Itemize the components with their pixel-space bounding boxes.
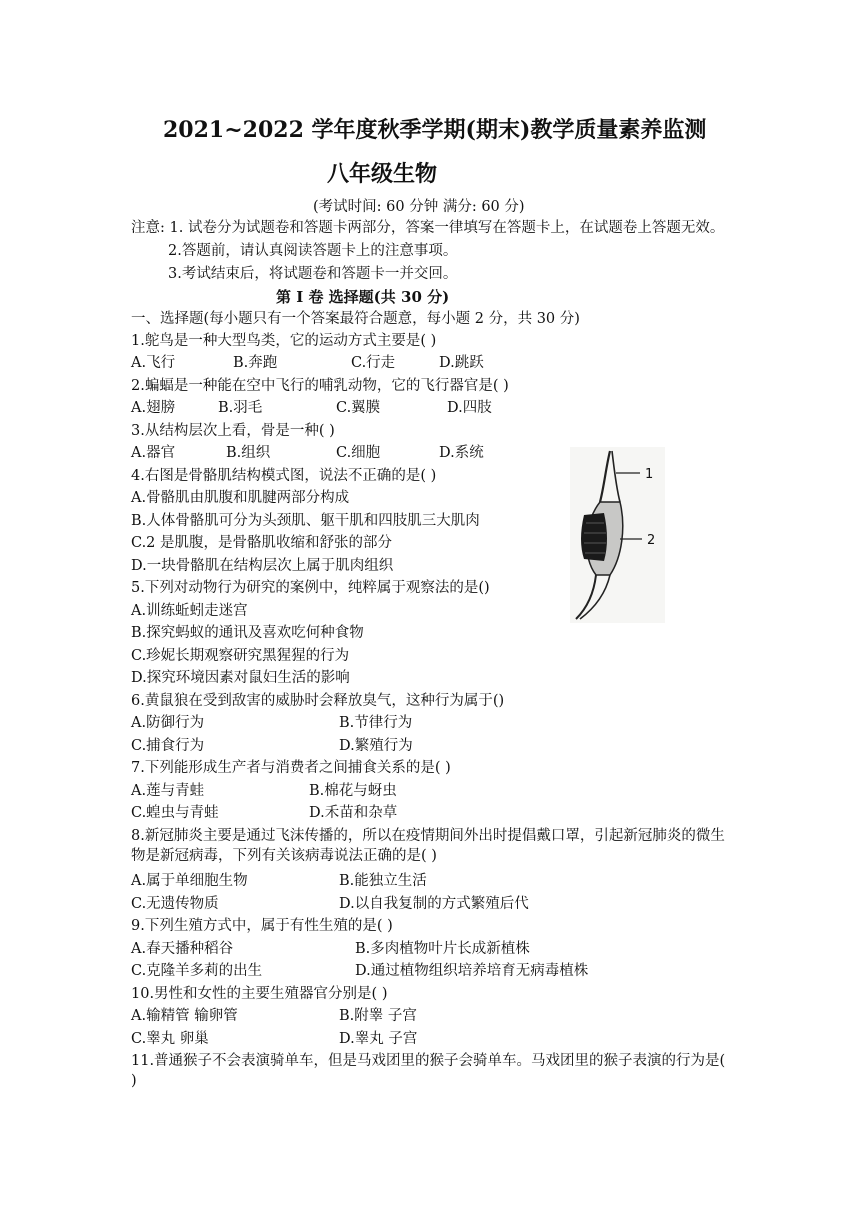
question-stem: 10.男性和女性的主要生殖器官分别是( ) [131,986,388,1002]
option-c: C.睾丸 卵巢 [131,1031,209,1047]
figure-label-2: 2 [647,533,656,548]
note-line-3: 3.考试结束后，将试题卷和答题卡一并交回。 [168,266,458,282]
option-b: B.探究蚂蚁的通讯及喜欢吃何种食物 [131,625,364,641]
option-c: C.2 是肌腹，是骨骼肌收缩和舒张的部分 [131,535,393,551]
option-c: C.蝗虫与青蛙 [131,805,219,821]
option-d: D.系统 [439,445,484,461]
option-a: A.输精管 输卵管 [131,1008,238,1024]
note-line-1: 注意: 1. 试卷分为试题卷和答题卡两部分，答案一律填写在答题卡上，在试题卷上答题无效。 [131,220,725,236]
option-c: C.翼膜 [336,400,381,416]
part-instruction: 一、选择题(每小题只有一个答案最符合题意，每小题 2 分，共 30 分) [131,311,580,327]
option-d: D.以自我复制的方式繁殖后代 [339,896,529,912]
option-b: B.棉花与蚜虫 [309,783,397,799]
option-a: A.器官 [131,445,176,461]
option-d: D.探究环境因素对鼠妇生活的影响 [131,670,350,686]
option-a: A.莲与青蛙 [131,783,205,799]
section-title: 第 I 卷 选择题(共 30 分) [276,288,450,306]
option-c: C.细胞 [336,445,381,461]
question-stem: 6.黄鼠狼在受到敌害的威胁时会释放臭气，这种行为属于() [131,693,505,709]
option-b: B.能独立生活 [339,873,427,889]
option-c: C.无遗传物质 [131,896,219,912]
option-a: A.春天播种稻谷 [131,941,234,957]
question-stem: 5.下列对动物行为研究的案例中，纯粹属于观察法的是() [131,580,490,596]
option-d: D.通过植物组织培养培育无病毒植株 [355,963,589,979]
option-b: B.人体骨骼肌可分为头颈肌、躯干肌和四肢肌三大肌肉 [131,513,480,529]
skeletal-muscle-figure [570,447,665,623]
option-d: D.禾苗和杂草 [309,805,398,821]
question-stem: 4.右图是骨骼肌结构模式图，说法不正确的是( ) [131,468,437,484]
question-stem: 3.从结构层次上看，骨是一种( ) [131,423,335,439]
option-c: C.克隆羊多莉的出生 [131,963,263,979]
option-b: B.节律行为 [339,715,413,731]
option-a: A.属于单细胞生物 [131,873,248,889]
question-stem: 8.新冠肺炎主要是通过飞沫传播的，所以在疫情期间外出时提倡戴口罩，引起新冠肺炎的微生物是新冠病毒，下列有关该病毒说法正确的是( ) [131,828,725,864]
question-stem: 2.蝙蝠是一种能在空中飞行的哺乳动物，它的飞行器官是( ) [131,378,509,394]
exam-info: (考试时间: 60 分钟 满分: 60 分) [313,199,525,215]
option-c: C.珍妮长期观察研究黑猩猩的行为 [131,648,350,664]
option-d: D.睾丸 子宫 [339,1031,418,1047]
exam-title: 2021~2022 学年度秋季学期(期末)教学质量素养监测 [163,117,707,143]
option-b: B.多肉植物叶片长成新植株 [355,941,530,957]
question-stem: 7.下列能形成生产者与消费者之间捕食关系的是( ) [131,760,451,776]
question-stem: 11.普通猴子不会表演骑单车，但是马戏团里的猴子会骑单车。马戏团里的猴子表演的行为是( ) [131,1053,726,1089]
option-a: A.训练蚯蚓走迷宫 [131,603,248,619]
option-d: D.跳跃 [439,355,484,371]
exam-subtitle: 八年级生物 [327,161,438,187]
option-b: B.组织 [226,445,271,461]
question-stem: 9.下列生殖方式中，属于有性生殖的是( ) [131,918,393,934]
option-a: A.骨骼肌由肌腹和肌腱两部分构成 [131,490,350,506]
option-c: C.行走 [351,355,396,371]
option-d: D.四肢 [447,400,492,416]
note-line-2: 2.答题前，请认真阅读答题卡上的注意事项。 [168,243,458,259]
option-a: A.防御行为 [131,715,205,731]
option-d: D.一块骨骼肌在结构层次上属于肌肉组织 [131,558,394,574]
figure-label-1: 1 [645,467,654,482]
option-b: B.羽毛 [218,400,263,416]
question-stem: 1.鸵鸟是一种大型鸟类，它的运动方式主要是( ) [131,333,437,349]
option-d: D.繁殖行为 [339,738,413,754]
option-c: C.捕食行为 [131,738,205,754]
option-a: A.翅膀 [131,400,176,416]
option-a: A.飞行 [131,355,176,371]
option-b: B.奔跑 [233,355,278,371]
option-b: B.附睾 子宫 [339,1008,417,1024]
